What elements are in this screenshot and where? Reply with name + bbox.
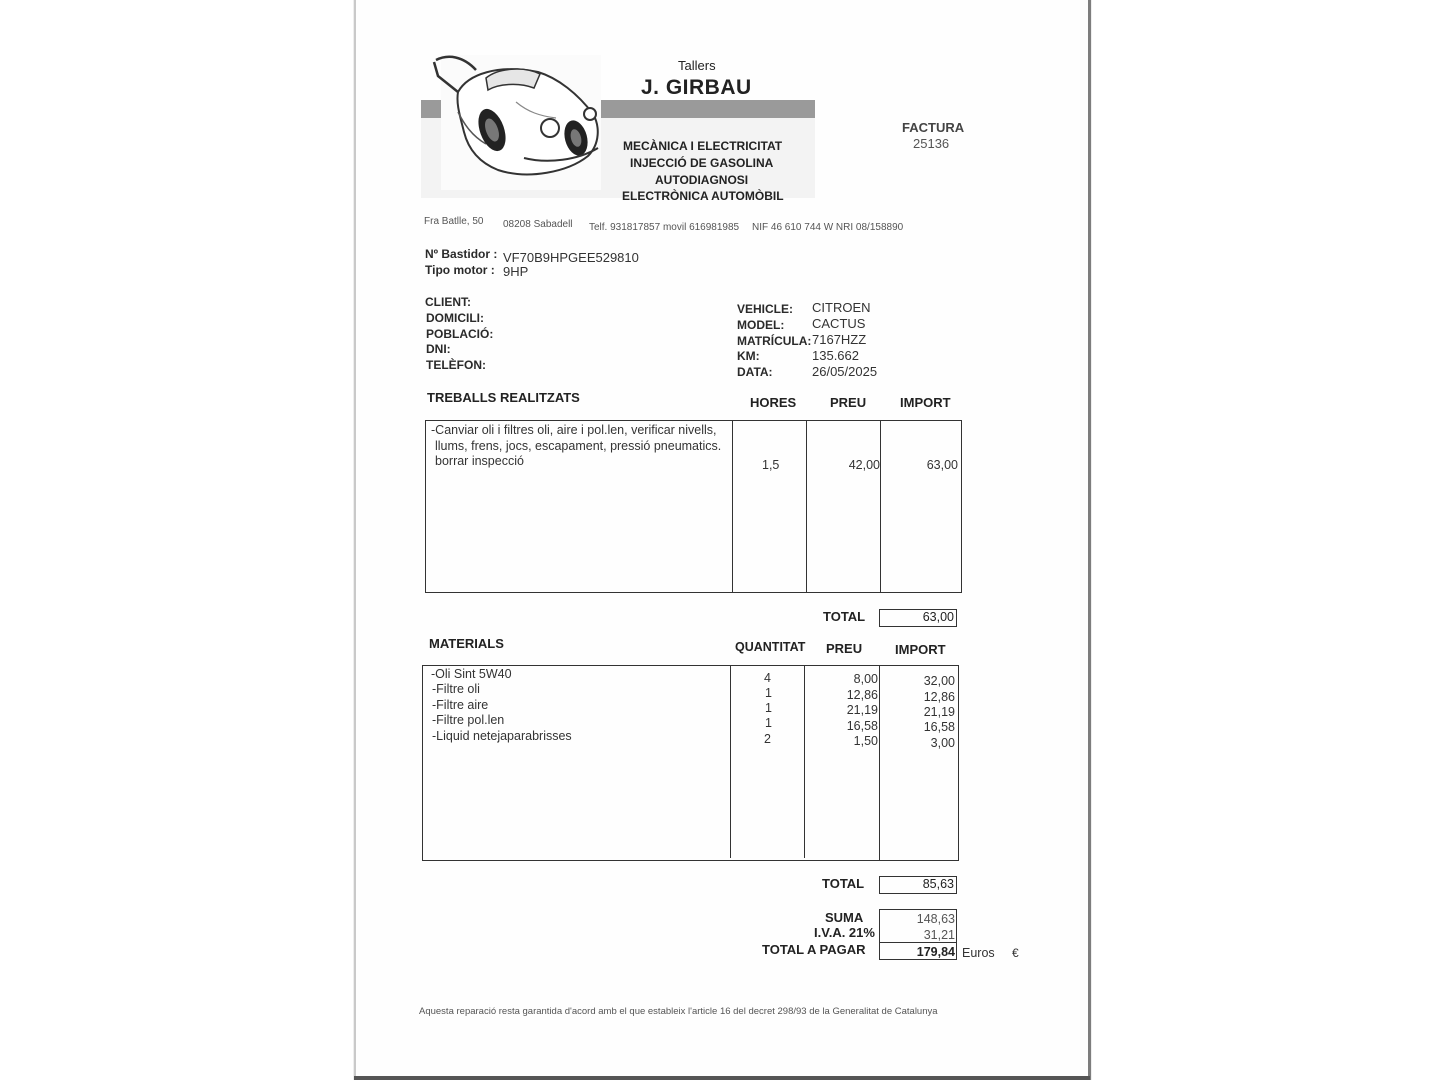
material-row-2-price: 12,86: [846, 688, 878, 702]
labor-divider-1: [732, 421, 733, 592]
bastidor-value: VF70B9HPGEE529810: [503, 250, 639, 265]
material-row-1-price: 8,00: [853, 672, 878, 686]
summary-divider: [879, 942, 957, 943]
labor-divider-3: [880, 421, 881, 592]
address: Fra Batlle, 50: [424, 216, 484, 227]
material-row-5-name: -Liquid netejaparabrisses: [432, 729, 572, 743]
labor-desc-line-3: borrar inspecció: [435, 454, 524, 468]
materials-title: MATERIALS: [429, 636, 504, 651]
date-label: DATA:: [737, 365, 773, 379]
poblacio-label: POBLACIÓ:: [426, 327, 494, 341]
km-value: 135.662: [812, 348, 859, 363]
labor-desc-line-2: llums, frens, jocs, escapament, pressió pneumatics.: [435, 439, 722, 453]
model-value: CACTUS: [812, 316, 866, 331]
labor-col-price: PREU: [830, 395, 867, 410]
material-row-2-qty: 1: [765, 686, 772, 700]
material-row-3-amount: 21,19: [923, 705, 955, 719]
domicili-label: DOMICILI:: [426, 311, 484, 325]
material-row-4-qty: 1: [765, 716, 772, 730]
euro-sign: €: [1012, 946, 1019, 960]
km-label: KM:: [737, 349, 760, 363]
material-row-5-qty: 2: [764, 732, 771, 746]
total-to-pay-label: TOTAL A PAGAR: [762, 942, 866, 957]
invoice-label: FACTURA: [902, 120, 965, 135]
tax-ids: NIF 46 610 744 W NRI 08/158890: [752, 222, 904, 233]
material-row-4-amount: 16,58: [923, 720, 955, 734]
iva-label: I.V.A. 21%: [814, 925, 875, 940]
tallers-label: Tallers: [678, 58, 716, 73]
material-row-1-name: -Oli Sint 5W40: [431, 667, 512, 681]
material-row-1-amount: 32,00: [923, 674, 955, 688]
labor-col-hours: HORES: [750, 395, 797, 410]
service-4: ELECTRÒNICA AUTOMÒBIL: [622, 189, 784, 203]
business-name: J. GIRBAU: [641, 76, 752, 99]
labor-hours: 1,5: [762, 458, 780, 472]
vehicle-value: CITROEN: [812, 300, 871, 315]
telefon-label: TELÈFON:: [426, 358, 486, 372]
bastidor-label: Nº Bastidor :: [425, 247, 498, 261]
iva-value: 31,21: [923, 928, 955, 942]
material-row-4-name: -Filtre pol.len: [432, 713, 505, 727]
material-row-2-amount: 12,86: [923, 690, 955, 704]
service-2: INJECCIÓ DE GASOLINA: [630, 156, 774, 170]
material-row-5-price: 1,50: [853, 734, 878, 748]
car-logo-icon: [428, 52, 608, 192]
labor-desc-line-1: -Canviar oli i filtres oli, aire i pol.len, verificar nivells,: [431, 423, 717, 437]
labor-total-label: TOTAL: [823, 609, 866, 624]
total-to-pay-value: 179,84: [916, 945, 955, 959]
labor-title: TREBALLS REALITZATS: [427, 390, 580, 405]
materials-total-box: 85,63: [879, 876, 957, 894]
labor-amount: 63,00: [926, 458, 958, 472]
motor-value: 9HP: [503, 264, 529, 279]
materials-divider-2: [804, 666, 805, 858]
labor-col-amount: IMPORT: [900, 395, 951, 410]
suma-label: SUMA: [825, 910, 864, 925]
material-row-3-name: -Filtre aire: [432, 698, 489, 712]
postal-city: 08208 Sabadell: [503, 219, 573, 230]
labor-price: 42,00: [848, 458, 880, 472]
material-row-4-price: 16,58: [846, 719, 878, 733]
invoice-number: 25136: [913, 136, 950, 151]
service-3: AUTODIAGNOSI: [655, 173, 749, 187]
labor-divider-2: [806, 421, 807, 592]
service-1: MECÀNICA I ELECTRICITAT: [623, 139, 783, 153]
client-label: CLIENT:: [425, 295, 471, 309]
currency-label: Euros: [962, 946, 995, 960]
labor-total-box: 63,00: [879, 609, 957, 627]
materials-col-qty: QUANTITAT: [735, 640, 806, 654]
material-row-1-qty: 4: [764, 671, 771, 685]
phone: Telf. 931817857 movil 616981985: [589, 222, 740, 233]
materials-divider-3: [879, 666, 880, 860]
page-edge: [354, 1076, 1090, 1080]
vehicle-label: VEHICLE:: [737, 302, 794, 316]
material-row-5-amount: 3,00: [930, 736, 955, 750]
model-label: MODEL:: [737, 318, 785, 332]
material-row-2-name: -Filtre oli: [432, 682, 480, 696]
warranty-note: Aquesta reparació resta garantida d'acord amb el que estableix l'article 16 del decret 298/93 de la Generalitat de Catalunya: [419, 1006, 938, 1017]
materials-col-price: PREU: [826, 641, 863, 656]
matricula-value: 7167HZZ: [812, 332, 867, 347]
dni-label: DNI:: [426, 342, 451, 356]
material-row-3-qty: 1: [765, 701, 772, 715]
motor-label: Tipo motor :: [425, 263, 495, 277]
material-row-3-price: 21,19: [846, 703, 878, 717]
materials-divider-1: [730, 666, 731, 858]
matricula-label: MATRÍCULA:: [737, 334, 812, 348]
materials-total-label: TOTAL: [822, 876, 865, 891]
suma-value: 148,63: [916, 912, 955, 926]
date-value: 26/05/2025: [812, 364, 878, 379]
materials-col-amount: IMPORT: [895, 642, 946, 657]
